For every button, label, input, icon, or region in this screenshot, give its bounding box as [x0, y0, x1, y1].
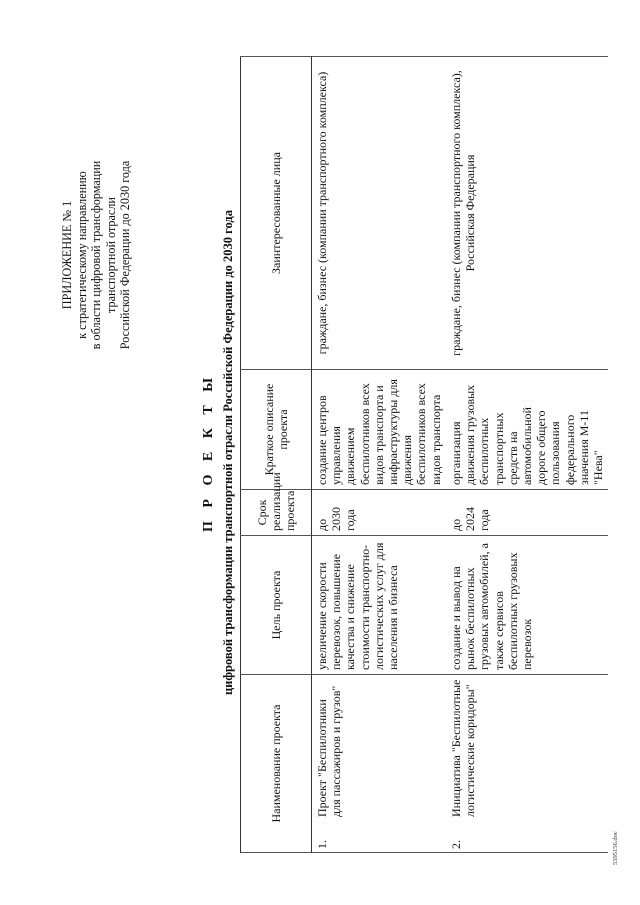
project-name: Инициатива "Беспилотные логистические коридоры" — [449, 679, 478, 817]
appendix-line: транспортной отрасли — [103, 197, 118, 313]
cell-name — [312, 675, 447, 853]
cell-description: организация движения грузовых беспилотных транспортных средств на автомобильной дороге общего пользования федерального значения М-11 "Нева" — [446, 370, 608, 490]
header-term: Срок реализации проекта — [241, 490, 312, 536]
header-goal: Цель проекта — [241, 536, 312, 675]
document-title — [200, 40, 236, 865]
header-stakeholders: Заинтересованные лица — [241, 57, 312, 370]
cell-stakeholders: граждане, бизнес (компании транспортного комплекса) — [312, 57, 447, 370]
row-number: 1. — [315, 840, 329, 849]
appendix-line: Российской Федерации до 2030 года — [118, 160, 133, 350]
table-header-row — [241, 57, 312, 853]
table-row — [312, 57, 447, 853]
header-description: Краткое описание проекта — [241, 370, 312, 490]
table-row — [446, 57, 608, 853]
cell-name — [446, 675, 608, 853]
document-id: 5395156.doc — [612, 831, 619, 865]
projects-table — [240, 56, 608, 853]
cell-term: до 2024 года — [446, 490, 608, 536]
row-number: 2. — [449, 840, 463, 849]
title-heading: П Р О Е К Т Ы — [201, 373, 216, 532]
header-name: Наименование проекта — [241, 675, 312, 853]
appendix-line: ПРИЛОЖЕНИЕ № 1 — [60, 200, 74, 310]
cell-goal: увеличение скорости перевозок, повышение качества и снижение стоимости транспортно-логистических услуг для населения и бизнеса — [312, 536, 447, 675]
cell-goal: создание и вывод на рынок беспилотных грузовых автомобилей, а также сервисов беспилотных грузовых перевозок — [446, 536, 608, 675]
appendix-header — [60, 125, 133, 385]
project-name: Проект "Беспилотники для пассажиров и грузов" — [315, 685, 344, 817]
appendix-line: в области цифровой трансформации — [89, 160, 104, 350]
cell-description: создание центров управления движением беспилотников всех видов транспорта и инфраструктуры для движения беспилотников всех видов транспорта — [312, 370, 447, 490]
cell-stakeholders: граждане, бизнес (компании транспортного комплекса), Российская Федерация — [446, 57, 608, 370]
appendix-line: к стратегическому направлению — [74, 171, 89, 339]
title-subheading: цифровой трансформации транспортной отрасли Российской Федерации до 2030 года — [221, 209, 235, 696]
cell-term: до 2030 года — [312, 490, 447, 536]
